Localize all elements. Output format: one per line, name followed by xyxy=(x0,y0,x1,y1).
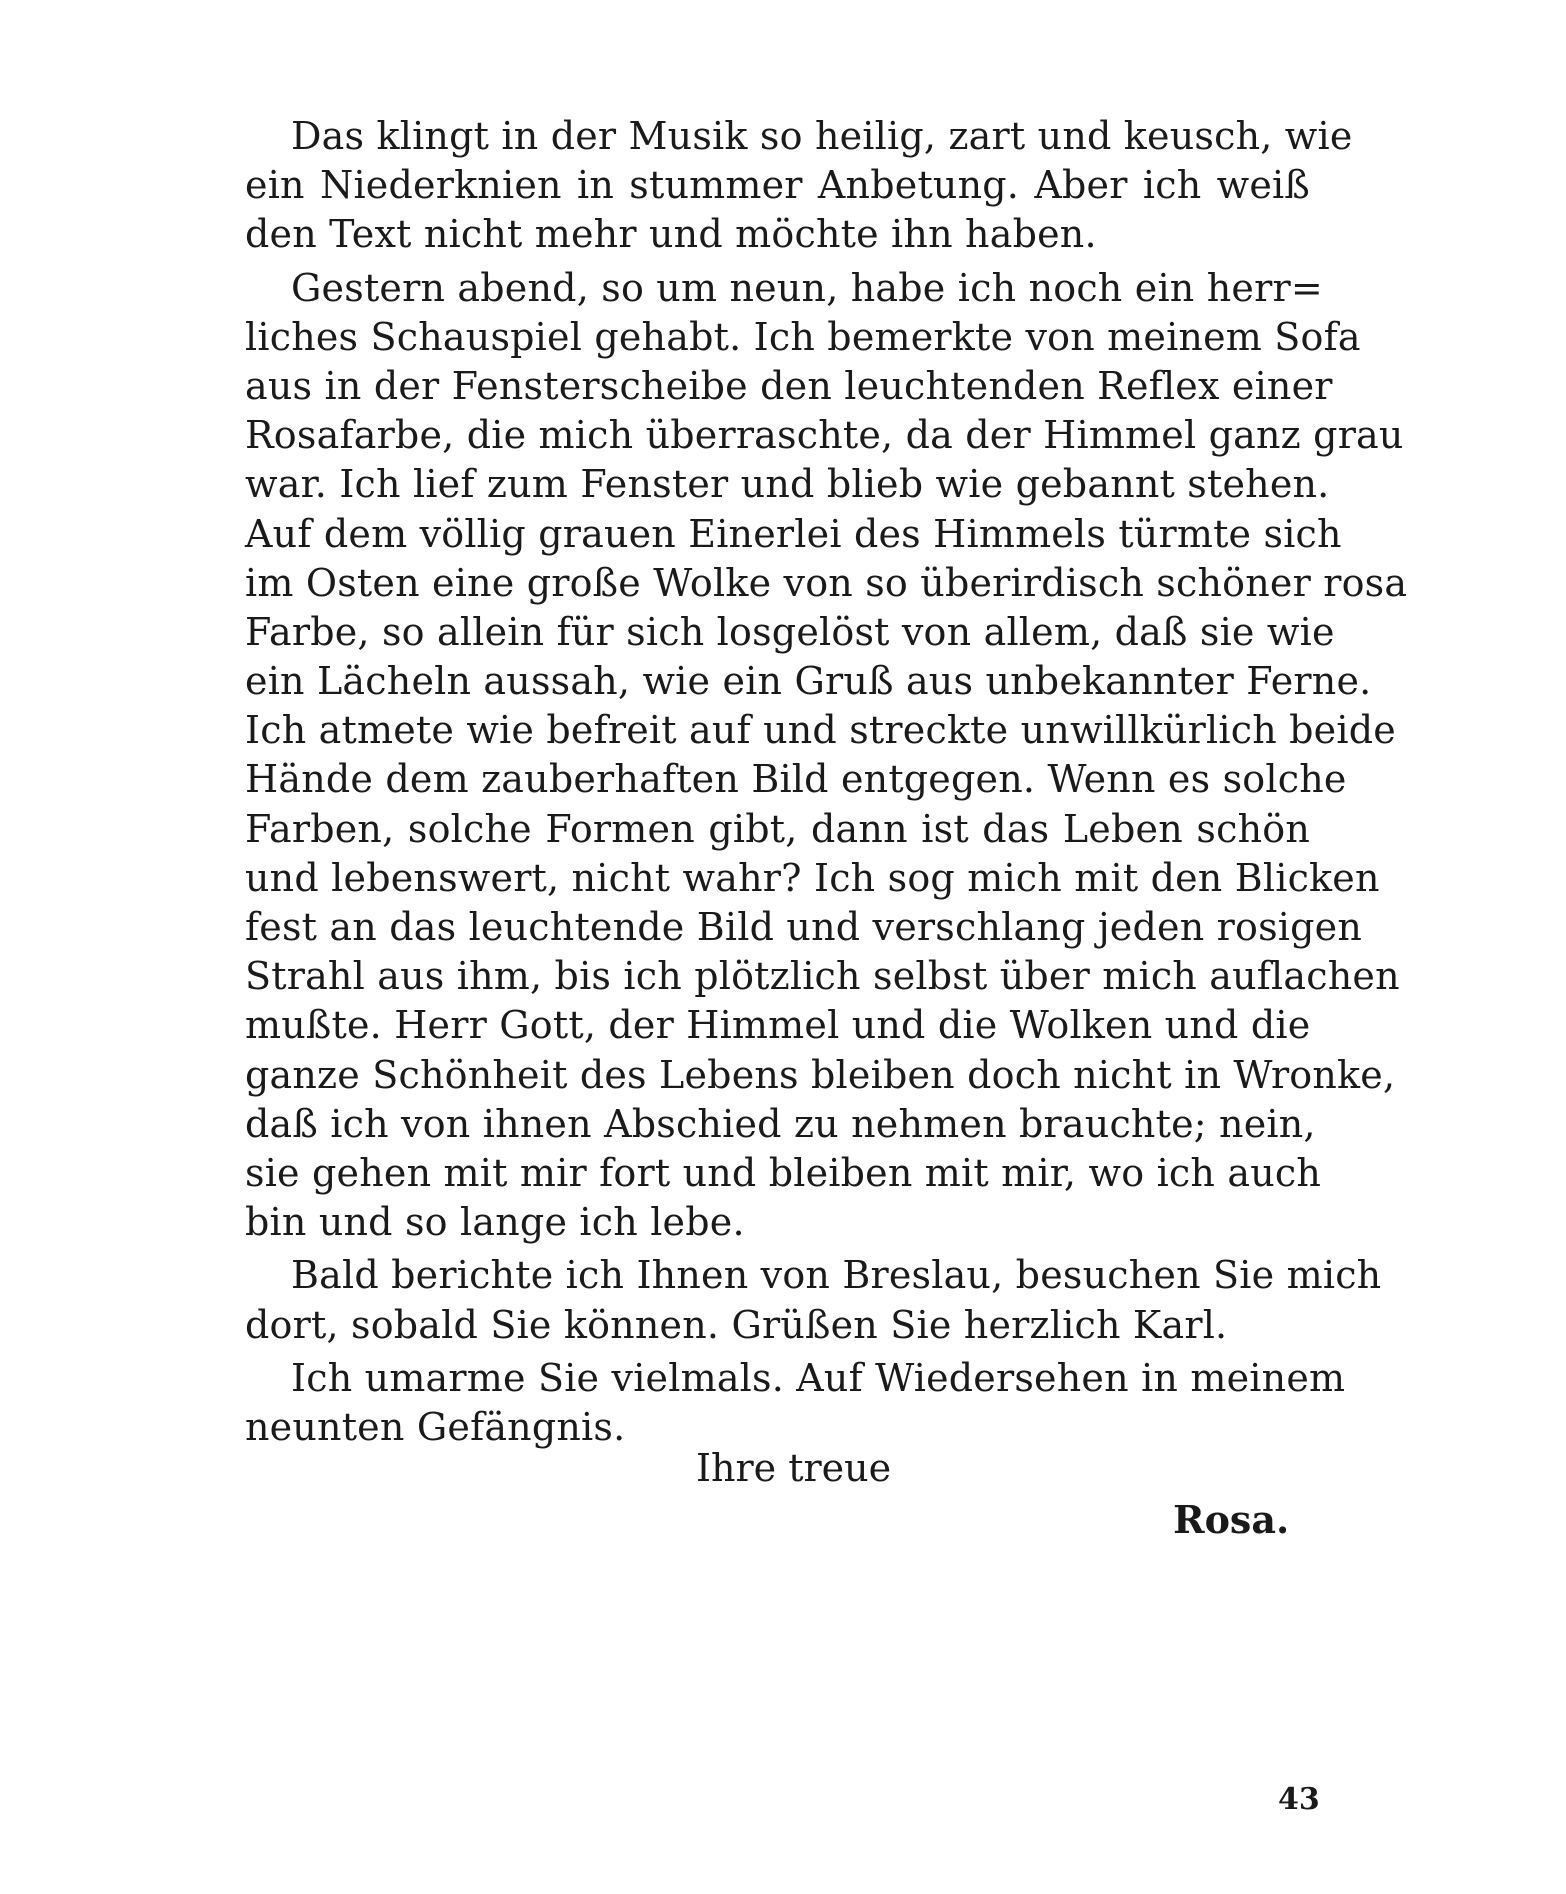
text-line: ganze Schönheit des Lebens bleiben doch nicht in Wronke, xyxy=(245,1052,1396,1097)
letter-body xyxy=(245,112,1408,1452)
page-number: 43 xyxy=(1278,1782,1320,1817)
text-line: Rosafarbe, die mich überraschte, da der Himmel ganz grau xyxy=(245,413,1404,458)
text-line: Strahl aus ihm, bis ich plötzlich selbst über mich auflachen xyxy=(245,954,1400,999)
text-line: im Osten eine große Wolke von so überirdisch schöner rosa xyxy=(245,560,1408,605)
text-line: Das klingt in der Musik so heilig, zart und keusch, wie xyxy=(291,114,1353,158)
text-line: Farbe, so allein für sich losgelöst von allem, daß sie wie xyxy=(245,609,1335,654)
text-line: daß ich von ihnen Abschied zu nehmen brauchte; nein, xyxy=(245,1101,1316,1146)
text-line: fest an das leuchtende Bild und verschlang jeden rosigen xyxy=(245,905,1363,949)
text-line: Auf dem völlig grauen Einerlei des Himmels türmte sich xyxy=(245,511,1342,556)
text-line: Hände dem zauberhaften Bild entgegen. Wenn es solche xyxy=(245,757,1347,802)
paragraph xyxy=(245,1251,1382,1349)
text-line: ein Niederknien in stummer Anbetung. Aber ich weiß xyxy=(245,163,1310,208)
paragraph xyxy=(245,1354,1346,1452)
text-line: war. Ich lief zum Fenster und blieb wie gebannt stehen. xyxy=(245,462,1330,507)
paragraph xyxy=(245,112,1353,260)
text-line: und lebenswert, nicht wahr? Ich sog mich mit den Blicken xyxy=(245,855,1380,900)
text-line: Farben, solche Formen gibt, dann ist das Leben schön xyxy=(245,806,1310,851)
text-line: aus in der Fensterscheibe den leuchtenden Reflex einer xyxy=(245,363,1333,408)
text-line: sie gehen mit mir fort und bleiben mit mir, wo ich auch xyxy=(245,1150,1322,1195)
text-line: bin und so lange ich lebe. xyxy=(245,1200,745,1245)
text-line: dort, sobald Sie können. Grüßen Sie herzlich Karl. xyxy=(245,1302,1228,1347)
text-line: neunten Gefängnis. xyxy=(245,1404,626,1449)
text-line: mußte. Herr Gott, der Himmel und die Wolken und die xyxy=(245,1003,1311,1048)
text-line: Bald berichte ich Ihnen von Breslau, besuchen Sie mich xyxy=(291,1253,1382,1298)
letter-closing: Ihre treue xyxy=(696,1446,892,1490)
text-line: liches Schauspiel gehabt. Ich bemerkte von meinem Sofa xyxy=(245,314,1361,359)
paragraph xyxy=(245,264,1408,1248)
text-line: Ich atmete wie befreit auf und streckte unwillkürlich beide xyxy=(245,708,1396,753)
letter-signature: Rosa. xyxy=(1173,1497,1290,1542)
text-line: Gestern abend, so um neun, habe ich noch ein herr= xyxy=(291,265,1323,310)
text-line: Ich umarme Sie vielmals. Auf Wiedersehen in meinem xyxy=(291,1355,1346,1400)
text-line: den Text nicht mehr und möchte ihn haben. xyxy=(245,212,1097,257)
text-line: ein Lächeln aussah, wie ein Gruß aus unbekannter Ferne. xyxy=(245,659,1372,704)
